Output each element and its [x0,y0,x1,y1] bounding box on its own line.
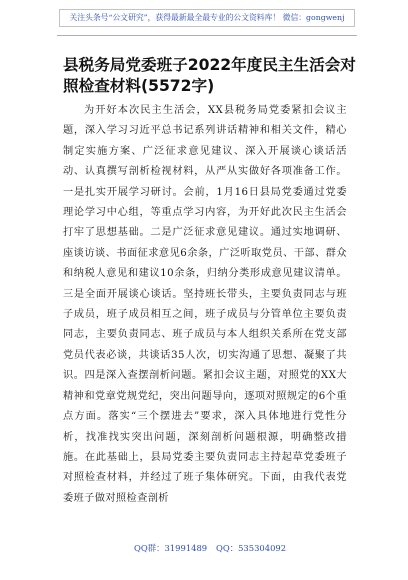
footer-qq-group: QQ群：31991489 [134,543,208,553]
header-banner: 关注头条号“公文研究”，获得最新最全最专业的公文资料库！ 微信：gongwenj [59,9,355,27]
header-divider [57,35,357,36]
document-title: 县税务局党委班子2022年度民主生活会对照检查材料(5572字) [63,56,356,95]
document-body: 为开好本次民主生活会，XX县税务局党委紧扣会议主题，深入学习习近平总书记系列讲话精神和相关文件，精心制定实施方案、广泛征求意见建议、深入开展谈心谈话活动、认真撰写剖析检视材料，从严从实做好各项准备工作。一是扎实开展学习研讨。会前，1月16日县局党委通过党委理论学习中心组，等重点学习内容，为开好此次民主生活会打牢了思想基础。二是广泛征求意见建议。通过实地调研、座谈访谈、书面征求意见6余条，广泛听取党员、干部、群众和纳税人意见和建议10余条，归纳分类形成意见建议清单。三是全面开展谈心谈话。坚持班长带头，主要负责同志与班子成员，班子成员相互之间，班子成员与分管单位主要负责同志，主要负责同志、班子成员与本人组织关系所在党支部党员代表必谈，共谈话35人次，切实沟通了思想、凝聚了共识。四是深入查摆剖析问题。紧扣会议主题，对照党的XX大精神和党章党规党纪，突出问题导向，逐项对照规定的6个重点方面。落实“三个摆进去”要求，深入具体地进行党性分析，找准找实突出问题，深刻剖析问题根源，明确整改措施。在此基础上，县局党委主要负责同志主持起草党委班子对照检查材料，并经过了班子集体研究。下面，由我代表党委班子做对照检查剖析 [63,105,347,504]
footer-qq-contact: QQ：535304092 [216,543,287,553]
